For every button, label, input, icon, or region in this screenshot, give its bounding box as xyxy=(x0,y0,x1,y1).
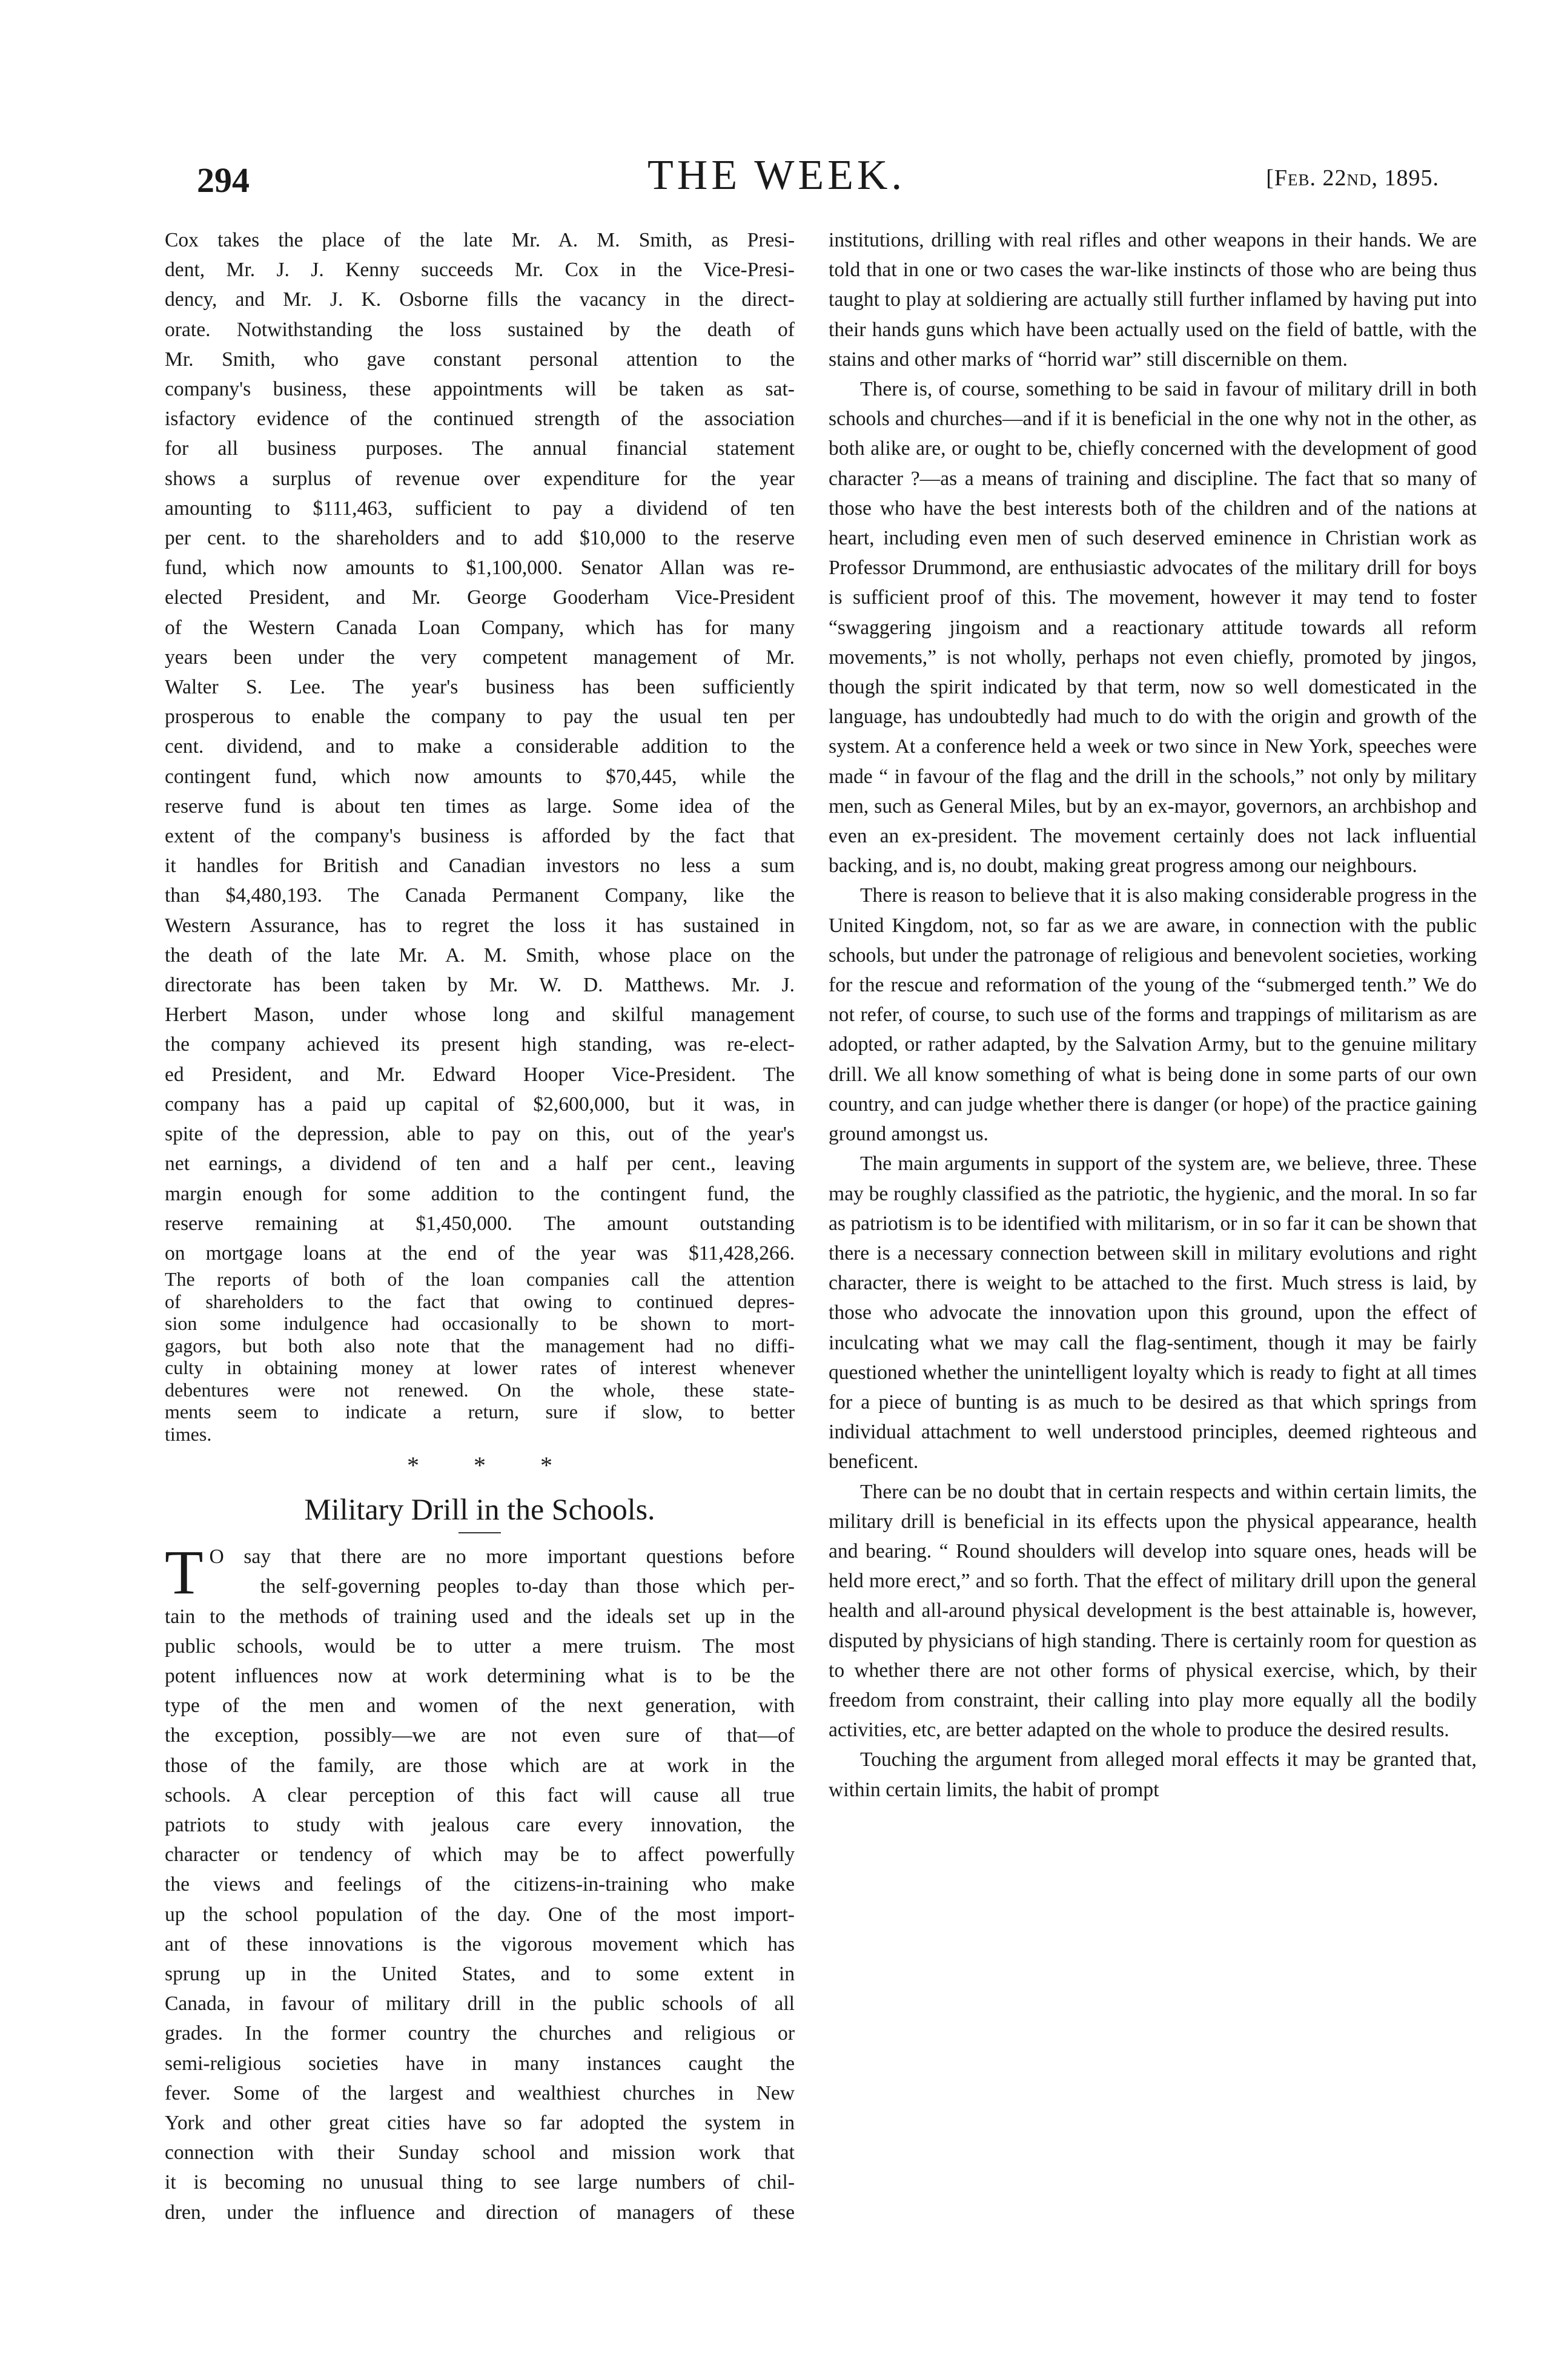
text-line: culty in obtaining money at lower rates of interest whenever xyxy=(165,1357,795,1379)
text-line: semi-religious societies have in many instances caught the xyxy=(165,2052,795,2075)
article-opening-text xyxy=(165,1538,795,2227)
text-line: York and other great cities have so far adopted the system in xyxy=(165,2111,795,2134)
text-line: the company achieved its present high standing, was re-elect- xyxy=(165,1033,795,1056)
text-line: ant of these innovations is the vigorous movement which has xyxy=(165,1932,795,1955)
text-line: company has a paid up capital of $2,600,000, but it was, in xyxy=(165,1092,795,1116)
text-line: of shareholders to the fact that owing to continued depres- xyxy=(165,1290,795,1312)
text-line: it handles for British and Canadian investors no less a sum xyxy=(165,854,795,878)
text-line: fever. Some of the largest and wealthiest churches in New xyxy=(165,2081,795,2104)
text-line: type of the men and women of the next generation, with xyxy=(165,1694,795,1717)
text-line: Western Assurance, has to regret the loss it has sustained in xyxy=(165,914,795,937)
text-line: up the school population of the day. One of the most import- xyxy=(165,1903,795,1926)
text-line: shows a surplus of revenue over expenditure for the year xyxy=(165,467,795,490)
text-line: reserve remaining at $1,450,000. The amount outstanding xyxy=(165,1212,795,1235)
text-line: net earnings, a dividend of ten and a half per cent., leaving xyxy=(165,1152,795,1175)
text-line: Herbert Mason, under whose long and skilful management xyxy=(165,1003,795,1026)
text-line: ments seem to indicate a return, sure if slow, to better xyxy=(165,1401,795,1423)
text-line: dency, and Mr. J. K. Osborne fills the vacancy in the direct- xyxy=(165,288,795,311)
text-line: patriots to study with jealous care every innovation, the xyxy=(165,1813,795,1836)
text-line: tain to the methods of training used and the ideals set up in the xyxy=(165,1605,795,1628)
text-line: those of the family, are those which are at work in the xyxy=(165,1754,795,1777)
loan-companies-paragraph xyxy=(165,1268,795,1445)
text-line: Cox takes the place of the late Mr. A. M. Smith, as Presi- xyxy=(165,229,795,251)
text-line: isfactory evidence of the continued strength of the association xyxy=(165,408,795,431)
text-line: dren, under the influence and direction of managers of these xyxy=(165,2201,795,2224)
text-line: it is becoming no unusual thing to see large numbers of chil- xyxy=(165,2171,795,2194)
text-line: Walter S. Lee. The year's business has been sufficiently xyxy=(165,676,795,699)
text-line: character or tendency of which may be to affect powerfully xyxy=(165,1843,795,1866)
text-line: elected President, and Mr. George Gooderham Vice-President xyxy=(165,586,795,609)
text-line: cent. dividend, and to make a considerable addition to the xyxy=(165,735,795,758)
text-line: margin enough for some addition to the contingent fund, the xyxy=(165,1182,795,1205)
text-line: company's business, these appointments will be taken as sat- xyxy=(165,378,795,401)
article-paragraph-3: There is reason to believe that it is also making considerable progress in the United Kingdom, not, so far as we are aware, in connection with the public schools, but under the patronage of religious and benevolent societies, working for the rescue and reformation of the young of the “submerged tenth.” We do not refer, of course, to such use of the forms and trappings of militarism as are adopted, or rather adapted, by the Salvation Army, but to the genuine military drill. We all know something of what is being done in some parts of our own country, and can judge whether there is danger (or hope) of the practice gaining ground amongst us. xyxy=(829,884,1477,1146)
text-line: than $4,480,193. The Canada Permanent Company, like the xyxy=(165,884,795,907)
text-line: spite of the depression, able to pay on this, out of the year's xyxy=(165,1123,795,1146)
text-line: of the Western Canada Loan Company, which has for many xyxy=(165,616,795,639)
text-line: directorate has been taken by Mr. W. D. Matthews. Mr. J. xyxy=(165,974,795,997)
text-line: debentures were not renewed. On the whole, these state- xyxy=(165,1378,795,1401)
page-header xyxy=(0,151,1553,206)
text-line: amounting to $111,463, sufficient to pay a dividend of ten xyxy=(165,497,795,520)
text-line: extent of the company's business is afforded by the fact that xyxy=(165,825,795,848)
text-line: the self-governing peoples to-day than those which per- xyxy=(260,1575,795,1598)
article-paragraph-2: There is, of course, something to be said in favour of military drill in both schools and churches—and if it is beneficial in the one why not in the other, as both alike are, or ought to be, chiefly concerned with the development of good character ?—as a means of training and discipline. The fact that so many of those who have the best interests both of the children and of the nations at heart, including even men of such deserved eminence in Christian work as Professor Drummond, are enthusiastic advocates of the military drill for boys is sufficient proof of this. The movement, however it may tend to foster “swaggering jingoism and a reactionary attitude towards all reform movements,” is not wholly, perhaps not even chiefly, promoted by jingos, though the spirit indicated by that term, now so well domesticated in the language, has undoubtedly had much to do with the origin and growth of the system. At a conference held a week or two since in New York, speeches were made “ in favour of the flag and the drill in the schools,” not only by military men, such as General Miles, but by an ex-mayor, governors, an archbishop and even an ex-president. The movement certainly does not lack influential backing, and is, no doubt, making great progress among our neighbours. xyxy=(829,378,1477,878)
financial-report-paragraph xyxy=(165,225,795,1268)
text-line: fund, which now amounts to $1,100,000. Senator Allan was re- xyxy=(165,557,795,580)
section-heading: Military Drill in the Schools. xyxy=(304,1492,655,1527)
text-line: for all business purposes. The annual financial statement xyxy=(165,437,795,460)
left-column xyxy=(165,225,795,2227)
heading-rule xyxy=(459,1532,501,1533)
text-line: the views and feelings of the citizens-in-training who make xyxy=(165,1873,795,1896)
text-line: sion some indulgence had occasionally to be shown to mort- xyxy=(165,1312,795,1335)
text-line: ed President, and Mr. Edward Hooper Vice-President. The xyxy=(165,1063,795,1086)
text-line: on mortgage loans at the end of the year was $11,428,266. xyxy=(165,1241,795,1264)
text-line: Mr. Smith, who gave constant personal attention to the xyxy=(165,348,795,371)
issue-date: [Feb. 22nd, 1895. xyxy=(1266,165,1439,191)
page-number: 294 xyxy=(197,160,250,200)
text-line: the exception, possibly—we are not even sure of that—of xyxy=(165,1724,795,1747)
text-line: years been under the very competent management of Mr. xyxy=(165,646,795,669)
text-line: Canada, in favour of military drill in the public schools of all xyxy=(165,1992,795,2015)
drop-cap: T xyxy=(165,1538,204,1608)
text-line: orate. Notwithstanding the loss sustained by the death of xyxy=(165,318,795,341)
text-line: reserve fund is about ten times as large. Some idea of the xyxy=(165,795,795,818)
text-line: per cent. to the shareholders and to add $10,000 to the reserve xyxy=(165,527,795,550)
text-line: dent, Mr. J. J. Kenny succeeds Mr. Cox in the Vice-Presi- xyxy=(165,259,795,282)
article-paragraph-5: There can be no doubt that in certain respects and within certain limits, the military drill is beneficial in its effects upon the physical appearance, health and bearing. “ Round shoulders will develop into square ones, heads will be held more erect,” and so forth. That the effect of military drill upon the general health and all-around physical development is the best attainable is, however, disputed by physicians of high standing. There is certainly room for question as to whether there are not other forms of physical exercise, which, by their freedom from constraint, their calling into play more equally all the bodily activities, etc, are better adapted on the whole to produce the desired results. xyxy=(829,1480,1477,1742)
text-line: schools. A clear perception of this fact will cause all true xyxy=(165,1783,795,1806)
section-separator: * * * xyxy=(407,1452,577,1479)
text-line: grades. In the former country the churches and religious or xyxy=(165,2022,795,2045)
text-line: public schools, would be to utter a mere truism. The most xyxy=(165,1635,795,1658)
text-line: the death of the late Mr. A. M. Smith, whose place on the xyxy=(165,944,795,967)
text-line: connection with their Sunday school and mission work that xyxy=(165,2141,795,2164)
text-line: times. xyxy=(165,1423,212,1445)
text-line: prosperous to enable the company to pay the usual ten per xyxy=(165,706,795,729)
text-line: contingent fund, which now amounts to $70,445, while the xyxy=(165,765,795,788)
text-line: O say that there are no more important questions before xyxy=(209,1545,795,1568)
text-line: gagors, but both also note that the management had no diffi- xyxy=(165,1334,795,1357)
text-line: The reports of both of the loan companies call the attention xyxy=(165,1268,795,1291)
text-line: potent influences now at work determining what is to be the xyxy=(165,1664,795,1687)
text-line: sprung up in the United States, and to some extent in xyxy=(165,1962,795,1985)
journal-title: THE WEEK. xyxy=(647,152,906,199)
right-column xyxy=(829,225,1477,1805)
article-paragraph-6: Touching the argument from alleged moral effects it may be granted that, within certain limits, the habit of prompt xyxy=(829,1748,1477,1801)
article-opening-paragraph xyxy=(165,1538,795,2227)
article-paragraph-4: The main arguments in support of the system are, we believe, three. These may be roughly classified as the patriotic, the hygienic, and the moral. In so far as patriotism is to be identified with militarism, or in so far it can be shown that there is a necessary connection between skill in military evolutions and right character, there is weight to be attached to the first. Much stress is laid, by those who advocate the innovation upon this ground, upon the effect of inculcating what we may call the flag-sentiment, though it may be fairly questioned whether the unintelligent loyalty which is ready to fight at all times for a piece of bunting is as much to be desired as that which springs from individual attachment to well understood principles, deemed righteous and beneficent. xyxy=(829,1152,1477,1473)
article-paragraph-1: institutions, drilling with real rifles and other weapons in their hands. We are told that in one or two cases the war-like instincts of those who are being thus taught to play at soldiering are actually still further inflamed by having put into their hands guns which have been actually used on the field of battle, with the stains and other marks of “horrid war” still discernible on them. xyxy=(829,229,1477,371)
